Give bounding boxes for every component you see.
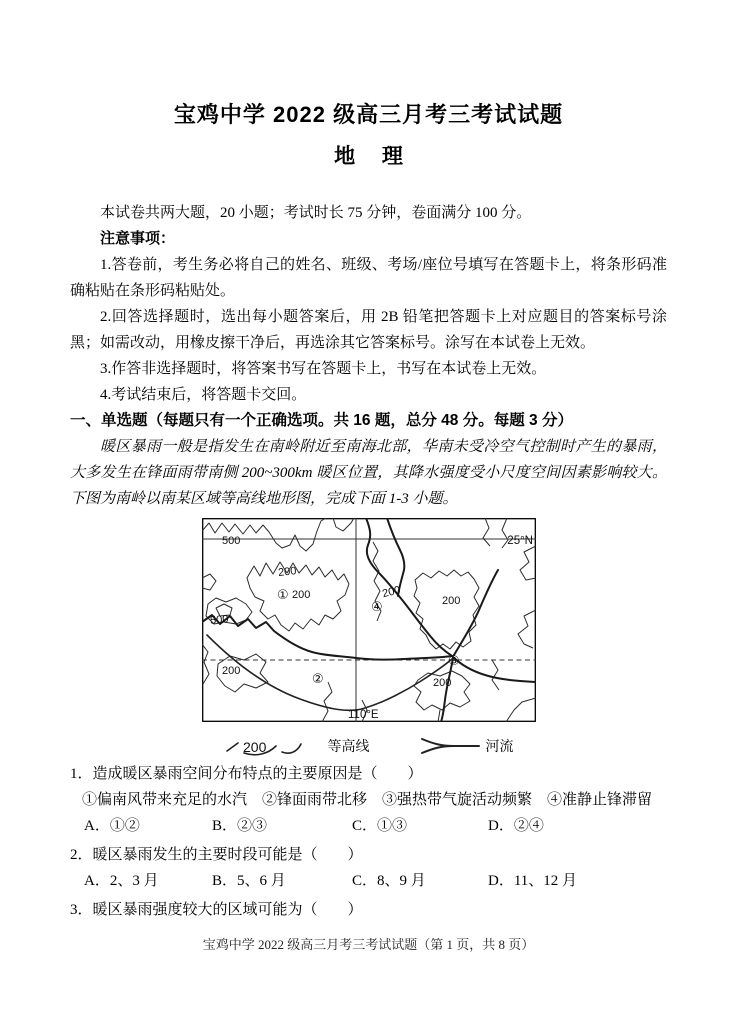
q1-choice-c: C．①③ xyxy=(352,818,408,834)
elevation-label-500-nw: 500 xyxy=(221,535,240,547)
contour-map xyxy=(202,518,536,722)
elevation-label-200-e: 200 xyxy=(441,595,460,607)
latitude-label: 25°N xyxy=(506,535,533,547)
section-heading: 一、单选题（每题只有一个正确选项。共 16 题，总分 48 分。每题 3 分） xyxy=(70,412,573,429)
q2-choice-c: C．8、9 月 xyxy=(352,873,426,889)
q2-choice-b: B．5、6 月 xyxy=(212,873,286,889)
question-passage: 暖区暴雨一般是指发生在南岭附近至南海北部，华南未受冷空气控制时产生的暴雨，大多发生在锋面雨带南侧 200~300km 暖区位置，其降水强度受小尺度空间因素影响较大。下图为南岭以南某区域等高线地形图，完成下面 1-3 小题。 xyxy=(70,439,667,507)
point-4-marker: ④ xyxy=(370,599,383,614)
note-item-1: 1.答卷前，考生务必将自己的姓名、班级、考场/座位号填写在答题卡上，将条形码准确粘贴在条形码粘贴处。 xyxy=(70,257,667,299)
q2-choice-a: A．2、3 月 xyxy=(84,873,159,889)
elevation-label-200-c: 200 xyxy=(380,584,402,601)
question-1-choices xyxy=(70,813,667,839)
contour-map-figure xyxy=(70,518,667,758)
elevation-label-200-pt1: 200 xyxy=(291,589,310,601)
legend-contour-label: 等高线 xyxy=(327,740,370,755)
legend-river-item xyxy=(420,735,514,757)
point-3-marker: ③ xyxy=(447,653,460,668)
elevation-label-200-nw: 200 xyxy=(277,565,297,580)
note-item-2: 2.回答选择题时，选出每小题答案后，用 2B 铅笔把答题卡上对应题目的答案标号涂黑；如需改动，用橡皮擦干净后，再选涂其它答案标号。涂写在本试卷上无效。 xyxy=(70,309,667,351)
note-item-4: 4.考试结束后，将答题卡交回。 xyxy=(100,387,307,403)
elevation-label-200-sw: 200 xyxy=(221,665,240,677)
elevation-label-500-w: 500 xyxy=(209,613,229,627)
question-2-choices xyxy=(70,868,667,894)
question-1-stem: 1．造成暖区暴雨空间分布特点的主要原因是（ ） xyxy=(70,766,423,782)
legend-contour-item xyxy=(224,735,370,757)
point-2-marker: ② xyxy=(311,671,324,686)
contour-lines xyxy=(202,518,536,722)
point-1-marker: ① xyxy=(276,587,289,602)
page-footer: 宝鸡中学 2022 级高三月考三考试试题（第 1 页，共 8 页） xyxy=(202,937,535,952)
svg-text:200: 200 xyxy=(242,739,266,755)
q2-choice-d: D．11、12 月 xyxy=(488,873,578,889)
exam-intro: 本试卷共两大题，20 小题；考试时长 75 分钟，卷面满分 100 分。 xyxy=(100,205,532,221)
question-3-stem: 3．暖区暴雨强度较大的区域可能为（ ） xyxy=(70,902,363,918)
q1-choice-d: D．②④ xyxy=(488,818,544,834)
q1-choice-a: A．①② xyxy=(84,818,140,834)
lowland-contour xyxy=(207,635,452,710)
note-item-3: 3.作答非选择题时，将答案书写在答题卡上，书写在本试卷上无效。 xyxy=(100,361,547,377)
river-legend-symbol xyxy=(420,735,482,757)
longitude-label: 110°E xyxy=(347,709,379,721)
exam-content xyxy=(0,200,737,923)
subject-title: 地 理 xyxy=(334,145,403,168)
river-lines xyxy=(202,518,536,722)
map-legend xyxy=(70,734,667,758)
notes-heading: 注意事项： xyxy=(100,230,176,247)
elevation-label-200-se: 200 xyxy=(432,677,451,689)
legend-river-label: 河流 xyxy=(485,740,514,755)
q1-choice-b: B．②③ xyxy=(212,818,268,834)
page-title: 宝鸡中学 2022 级高三月考三考试试题 xyxy=(173,102,564,127)
question-2-stem: 2．暖区暴雨发生的主要时段可能是（ ） xyxy=(70,847,363,863)
question-1-suboptions: ①偏南风带来充足的水汽 ②锋面雨带北移 ③强热带气旋活动频繁 ④准静止锋滞留 xyxy=(82,792,653,808)
contour-legend-symbol xyxy=(224,735,324,757)
map-border xyxy=(202,519,535,722)
